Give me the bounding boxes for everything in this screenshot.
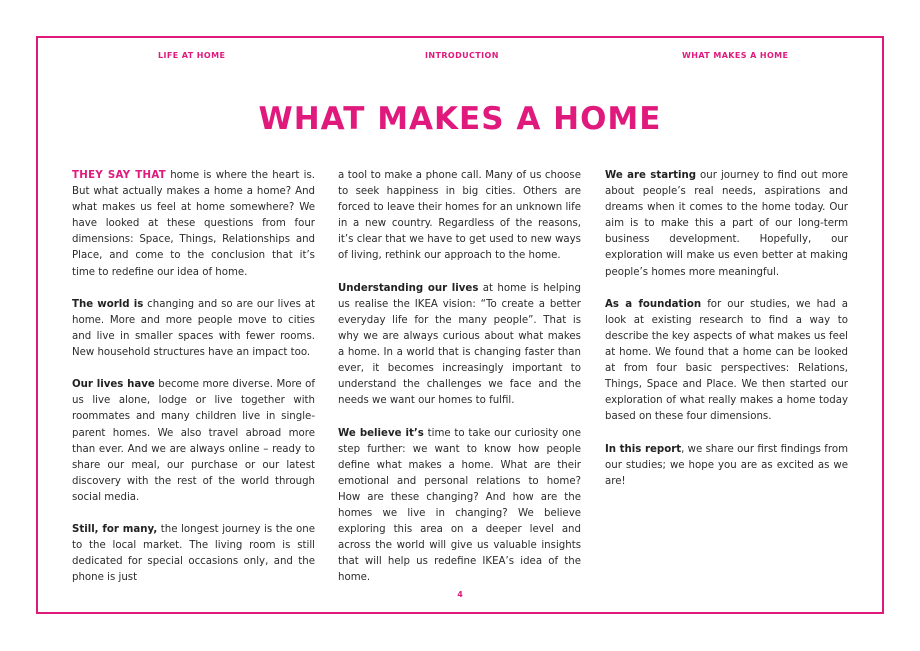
- paragraph-lead: The world is: [72, 298, 144, 310]
- paragraph-lead: Our lives have: [72, 379, 155, 391]
- paragraph-text: , we share our first findings from our studies; we hope you are as excited as we are!: [605, 443, 849, 487]
- paragraph-text: a tool to make a phone call. Many of us choose to seek happiness in big cities. Others are forced to leave their homes for an unknown life in a new country. Regardless of the reasons, it’s clear that we have to get used to new ways of living, rethink our approach to the home.: [338, 170, 581, 262]
- paragraph-lead: Understanding our lives: [338, 282, 479, 294]
- nav-life-at-home[interactable]: LIFE AT HOME: [158, 51, 226, 60]
- page-title: WHAT MAKES A HOME: [258, 101, 662, 137]
- paragraph-text: at home is helping us realise the IKEA vision: “To create a better everyday life for the many people”. That is why we are always curious about what makes a home. In a world that is changing faster than ever, it becomes increasingly important to understand the challenges we face and the needs we want our homes to fulfil.: [338, 282, 581, 407]
- paragraph: [72, 522, 315, 586]
- paragraph-lead: As a foundation: [605, 298, 702, 310]
- paragraph-text: changing and so are our lives at home. More and more people move to cities and live in smaller spaces with fewer rooms. New household structures have an impact too.: [72, 298, 315, 359]
- paragraph: [338, 426, 581, 587]
- paragraph-lead: Still, for many,: [72, 524, 158, 536]
- paragraph-text: home is where the heart is. But what actually makes a home a home? And what makes us feel at home somewhere? We have looked at these questions from four dimensions: Space, Things, Relationships and Place, and come to the conclusion that it’s time to redefine our idea of home.: [72, 170, 315, 278]
- paragraph-text: time to take our curiosity one step further: we want to know how people define what makes a home. What are their emotional and personal relations to home? How are these changing? And how are the homes we live in changing? We believe exploring this area on a deeper level and across the world will give us valuable insights that will help us redefine IKEA’s idea of the home.: [338, 427, 581, 584]
- text-column-3: [605, 168, 848, 506]
- nav-what-makes-a-home[interactable]: WHAT MAKES A HOME: [682, 51, 789, 60]
- text-column-1: [72, 168, 315, 603]
- paragraph-text: for our studies, we had a look at existing research to find a way to describe the key aspects of what makes us feel at home. We found that a home can be looked at from four basic perspectives: Relations, Things, Space and Place. We then started our exploration of what really makes a home today based on these four dimensions.: [605, 298, 848, 423]
- paragraph-lead: THEY SAY THAT: [72, 170, 166, 181]
- paragraph: [72, 377, 315, 506]
- text-column-2: [338, 168, 581, 603]
- paragraph-text: the longest journey is the one to the local market. The living room is still dedicated for special occasions only, and the phone is just: [72, 524, 315, 584]
- paragraph: [605, 297, 848, 426]
- paragraph: [338, 281, 581, 410]
- nav-introduction[interactable]: INTRODUCTION: [425, 51, 499, 60]
- paragraph: [338, 168, 581, 265]
- page-number: 4: [457, 590, 463, 599]
- paragraph-text: our journey to find out more about people’s real needs, aspirations and dreams when it comes to the home today. Our aim is to make this a part of our long-term business development. Hopefully, our exploration will make us even better at making people’s homes more meaningful.: [605, 170, 848, 278]
- paragraph: [72, 168, 315, 281]
- paragraph-lead: We are starting: [605, 170, 697, 181]
- paragraph: [605, 442, 848, 490]
- paragraph-lead: We believe it’s: [338, 427, 424, 439]
- paragraph-text: become more diverse. More of us live alone, lodge or live together with roommates and many children live in single-parent homes. We also travel abroad more than ever. And we are always online – ready to share our meal, our purchase or our latest discovery with the rest of the world through social media.: [72, 379, 316, 503]
- paragraph-lead: In this report: [605, 443, 682, 455]
- paragraph: [72, 297, 315, 361]
- paragraph: [605, 168, 848, 281]
